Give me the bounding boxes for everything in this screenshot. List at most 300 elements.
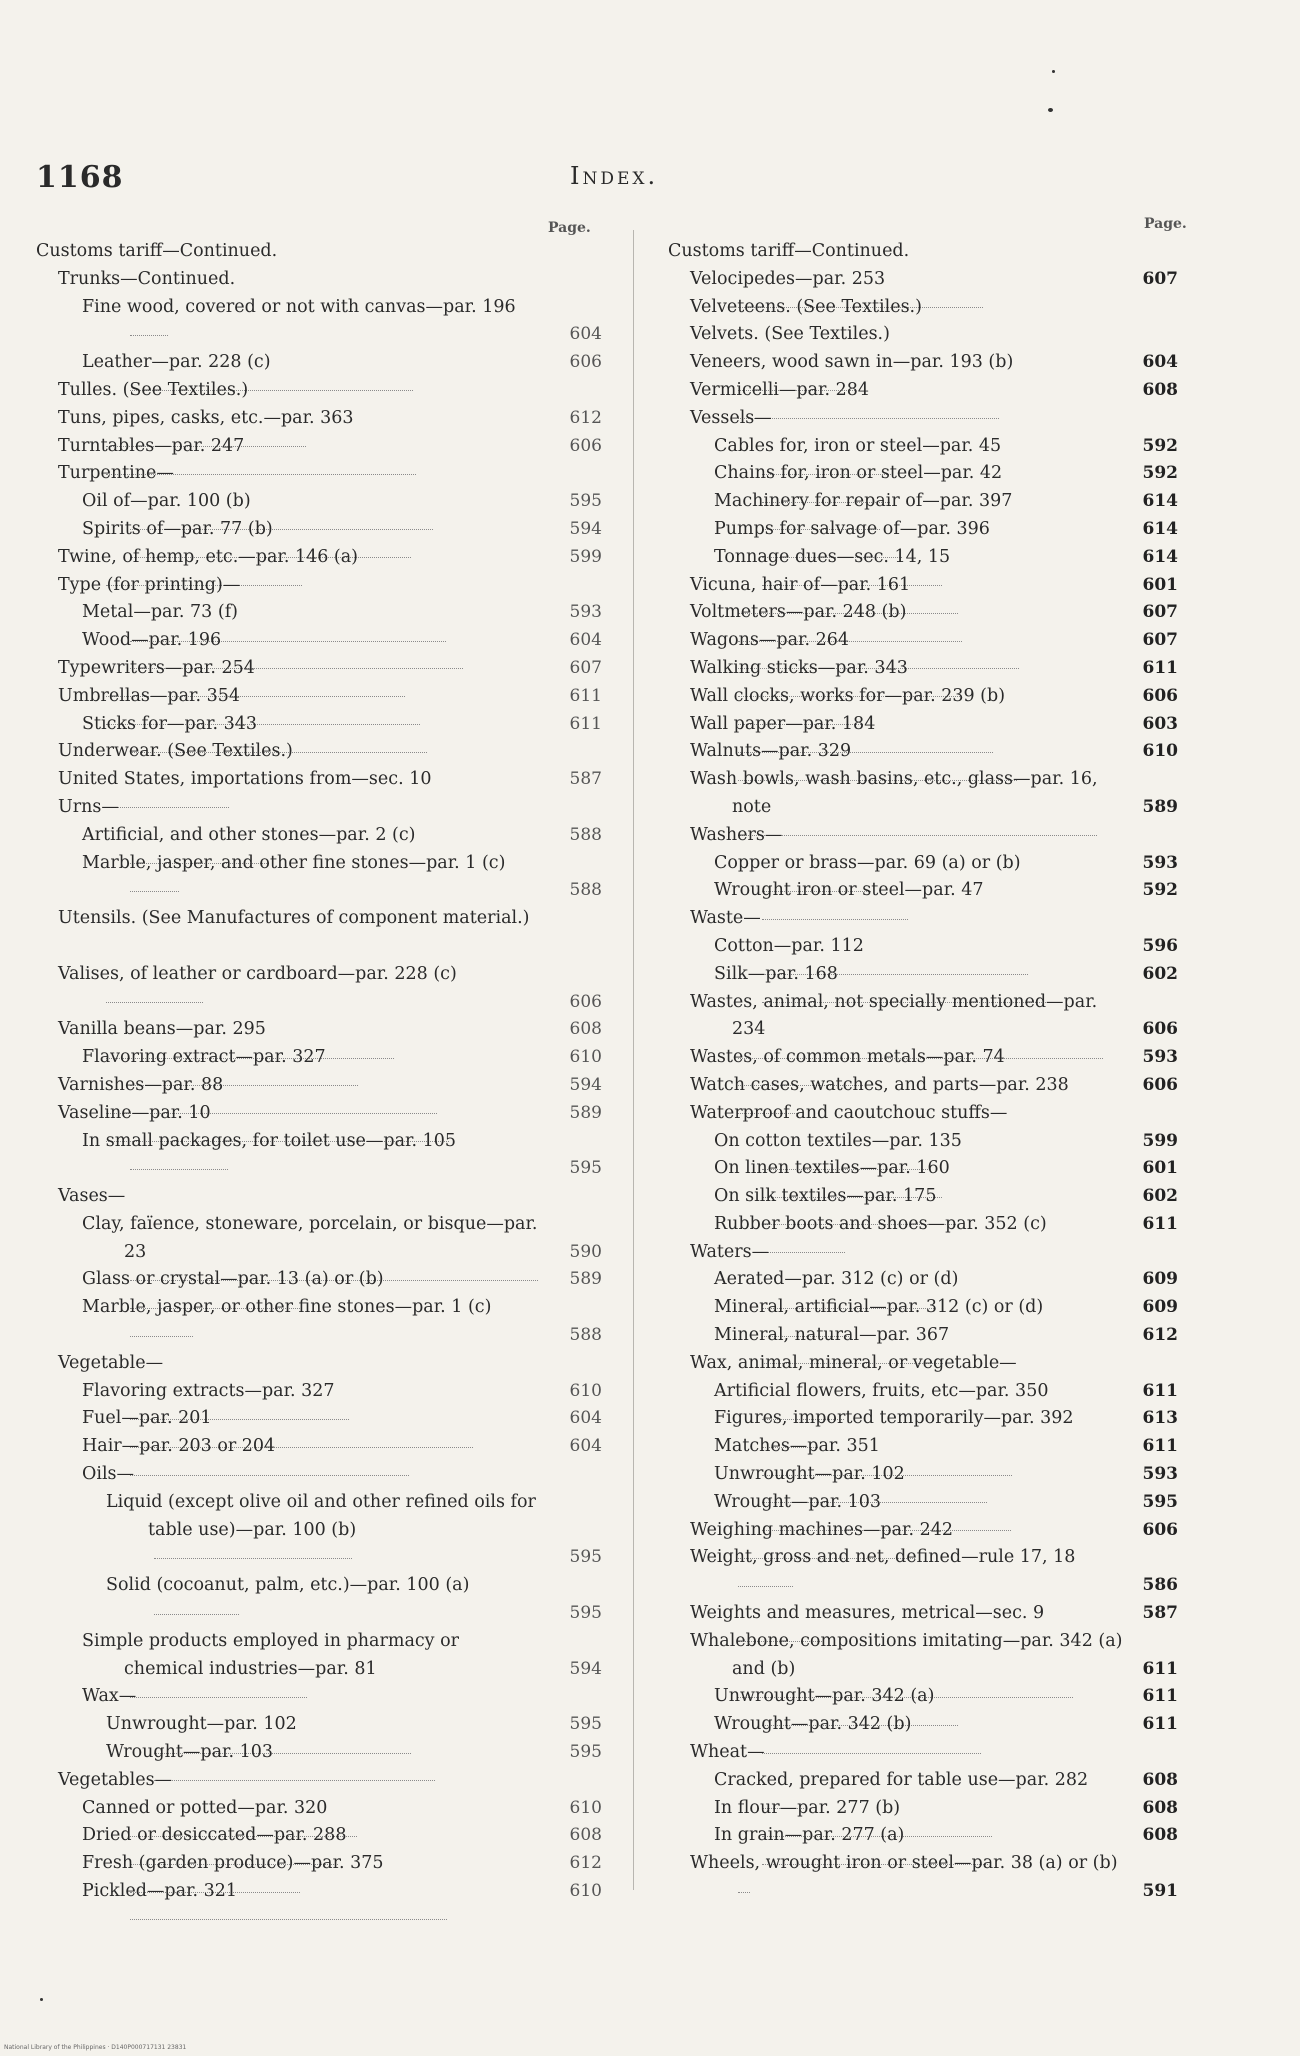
leader-dots	[130, 1335, 193, 1337]
entry-text: On silk textiles—par. 175	[714, 1186, 937, 1207]
entry-text: Oils—	[82, 1464, 135, 1485]
index-entry	[36, 1489, 602, 1572]
index-entry	[36, 1128, 602, 1184]
entry-text: Watch cases, watches, and parts—par. 238	[690, 1074, 1069, 1095]
entry-text: On linen textiles—par. 160	[714, 1158, 950, 1179]
index-entry	[36, 711, 602, 739]
entry-text: United States, importations from—sec. 10	[58, 769, 432, 790]
index-entry	[36, 1100, 602, 1128]
entry-text: Tulles. (See Textiles.)	[58, 379, 249, 400]
entry-text: Customs tariff—Continued.	[36, 241, 278, 261]
entry-text: Wastes, animal, not specially mentioned—par. 234	[690, 991, 1098, 1040]
index-entry	[36, 1044, 602, 1072]
entry-page-number: 611	[569, 685, 602, 706]
entry-page-number: 593	[1142, 1047, 1178, 1068]
entry-page-number: 606	[569, 435, 602, 456]
entry-page-number: 587	[1142, 1603, 1178, 1624]
index-entry	[668, 1211, 1178, 1239]
entry-page-number: 610	[569, 1881, 602, 1902]
entry-text: Marble, jasper, and other fine stones—par. 1 (c)	[82, 852, 506, 873]
running-head: Index.	[570, 162, 659, 190]
entry-page-number: 594	[569, 1074, 602, 1095]
entry-page-number: 610	[569, 1047, 602, 1068]
index-entry	[36, 488, 602, 516]
entry-page-number: 602	[1142, 1186, 1178, 1207]
index-entry	[36, 1572, 602, 1628]
left-index-column	[36, 238, 602, 1906]
index-entry	[36, 655, 602, 683]
index-entry	[36, 794, 602, 822]
entry-text: Mineral, natural—par. 367	[714, 1325, 950, 1346]
entry-text: Vegetables—	[58, 1769, 173, 1790]
entry-page-number: 607	[1142, 268, 1178, 289]
index-entry	[668, 1405, 1178, 1433]
entry-text: Utensils. (See Manufactures of component material.)	[58, 908, 530, 929]
entry-page-number: 595	[1142, 1491, 1178, 1512]
index-entry	[36, 1433, 602, 1461]
entry-page-number: 612	[569, 1853, 602, 1874]
index-entry	[668, 1461, 1178, 1489]
entry-text: Walking sticks—par. 343	[690, 657, 908, 678]
entry-text: Leather—par. 228 (c)	[82, 352, 271, 373]
index-entry	[668, 1517, 1178, 1545]
entry-text: Tuns, pipes, casks, etc.—par. 363	[58, 407, 354, 428]
entry-text: Metal—par. 73 (f)	[82, 602, 239, 623]
index-entry	[36, 1628, 602, 1684]
index-entry	[668, 1489, 1178, 1517]
index-entry	[36, 1461, 602, 1489]
entry-page-number: 594	[569, 518, 602, 539]
entry-page-number: 604	[569, 630, 602, 651]
leader-dots	[130, 334, 168, 336]
entry-text: Vicuna, hair of—par. 161	[690, 574, 911, 595]
index-entry	[36, 1294, 602, 1350]
entry-text: Waterproof and caoutchouc stuffs—	[690, 1102, 1008, 1123]
entry-page-number: 611	[1142, 1686, 1178, 1707]
index-entry	[668, 349, 1178, 377]
index-entry	[668, 1433, 1178, 1461]
entry-text: On cotton textiles—par. 135	[714, 1130, 962, 1151]
index-entry	[668, 738, 1178, 766]
entry-text: Waste—	[690, 908, 761, 929]
entry-page-number: 612	[1142, 1325, 1178, 1346]
index-entry	[668, 683, 1178, 711]
entry-page-number: 594	[569, 1658, 602, 1679]
entry-page-number: 588	[569, 1325, 602, 1346]
entry-text: Mineral, artificial—par. 312 (c) or (d)	[714, 1297, 1044, 1318]
entry-text: Aerated—par. 312 (c) or (d)	[714, 1269, 959, 1290]
entry-page-number: 608	[1142, 1769, 1178, 1790]
index-entry	[668, 1322, 1178, 1350]
index-entry	[36, 294, 602, 350]
entry-text: Wrought—par. 103	[714, 1491, 881, 1512]
entry-page-number: 612	[569, 407, 602, 428]
entry-text: Veneers, wood sawn in—par. 193 (b)	[690, 352, 1014, 373]
index-entry	[668, 655, 1178, 683]
index-entry	[36, 1350, 602, 1378]
left-page-label: Page.	[548, 220, 591, 236]
scan-speck	[40, 1998, 43, 2001]
entry-page-number: 592	[1142, 435, 1178, 456]
entry-page-number: 613	[1142, 1408, 1178, 1429]
entry-text: Unwrought—par. 102	[714, 1464, 905, 1485]
index-entry	[36, 850, 602, 906]
entry-page-number: 587	[569, 769, 602, 790]
entry-page-number: 595	[569, 1742, 602, 1763]
entry-page-number: 589	[569, 1102, 602, 1123]
entry-text: Silk—par. 168	[714, 963, 838, 984]
entry-text: Whalebone, compositions imitating—par. 342 (a) and (b)	[690, 1630, 1123, 1679]
entry-text: Wax—	[82, 1686, 137, 1707]
right-index-column	[668, 238, 1178, 1906]
entry-text: Copper or brass—par. 69 (a) or (b)	[714, 852, 1021, 873]
leader-dots	[154, 1613, 239, 1615]
entry-text: Vases—	[58, 1186, 126, 1207]
index-entry	[668, 627, 1178, 655]
entry-page-number: 606	[1142, 1019, 1178, 1040]
index-entry	[668, 238, 1178, 266]
index-entry	[36, 1850, 602, 1878]
index-entry	[668, 1128, 1178, 1156]
entry-page-number: 611	[1142, 1380, 1178, 1401]
entry-text: Tonnage dues—sec. 14, 15	[714, 546, 951, 567]
entry-text: Flavoring extract—par. 327	[82, 1047, 326, 1068]
index-entry	[36, 349, 602, 377]
entry-page-number: 593	[1142, 1464, 1178, 1485]
entry-page-number: 606	[1142, 1074, 1178, 1095]
entry-text: Figures, imported temporarily—par. 392	[714, 1408, 1074, 1429]
entry-page-number: 595	[569, 1603, 602, 1624]
entry-text: Type (for printing)—	[58, 574, 241, 595]
index-entry	[36, 1405, 602, 1433]
index-entry	[36, 266, 602, 294]
entry-page-number: 603	[1142, 713, 1178, 734]
entry-text: Customs tariff—Continued.	[668, 241, 910, 261]
index-entry	[668, 933, 1178, 961]
entry-text: In flour—par. 277 (b)	[714, 1797, 901, 1818]
entry-text: Turpentine—	[58, 463, 174, 484]
index-entry	[668, 516, 1178, 544]
index-entry	[668, 1850, 1178, 1906]
entry-text: Vanilla beans—par. 295	[58, 1019, 266, 1040]
index-entry	[668, 405, 1178, 433]
scan-speck	[1052, 70, 1055, 73]
index-entry	[668, 1628, 1178, 1684]
entry-text: Wrought—par. 342 (b)	[714, 1714, 912, 1735]
entry-page-number: 608	[569, 1825, 602, 1846]
entry-text: Marble, jasper, or other fine stones—par. 1 (c)	[82, 1297, 492, 1318]
entry-text: Weight, gross and net, defined—rule 17, 18	[690, 1547, 1076, 1568]
entry-page-number: 593	[1142, 852, 1178, 873]
entry-page-number: 606	[569, 352, 602, 373]
entry-page-number: 589	[1142, 796, 1178, 817]
entry-page-number: 611	[569, 713, 602, 734]
entry-text: Cotton—par. 112	[714, 935, 864, 956]
entry-page-number: 610	[569, 1380, 602, 1401]
index-entry	[668, 905, 1178, 933]
entry-text: Urns—	[58, 796, 119, 817]
index-entry	[668, 460, 1178, 488]
entry-text: Glass or crystal—par. 13 (a) or (b)	[82, 1269, 384, 1290]
entry-page-number: 586	[1142, 1575, 1178, 1596]
index-entry	[668, 1767, 1178, 1795]
entry-text: Machinery for repair of—par. 397	[714, 491, 1013, 512]
entry-page-number: 595	[569, 1714, 602, 1735]
index-entry	[36, 1767, 602, 1795]
entry-text: Wrought iron or steel—par. 47	[714, 880, 984, 901]
entry-page-number: 604	[569, 324, 602, 345]
entry-text: Spirits of—par. 77 (b)	[82, 518, 273, 539]
index-entry	[36, 377, 602, 405]
entry-text: Wash bowls, wash basins, etc., glass—par. 16, note	[690, 769, 1098, 817]
entry-page-number: 588	[569, 880, 602, 901]
index-entry	[36, 905, 602, 961]
index-entry	[668, 1711, 1178, 1739]
index-entry	[668, 1044, 1178, 1072]
index-entry	[668, 544, 1178, 572]
index-entry	[668, 1739, 1178, 1767]
index-entry	[36, 1266, 602, 1294]
entry-text: Unwrought—par. 342 (a)	[714, 1686, 935, 1707]
entry-text: Sticks for—par. 343	[82, 713, 258, 734]
index-entry	[36, 1211, 602, 1267]
entry-page-number: 606	[1142, 685, 1178, 706]
column-divider	[633, 230, 634, 1890]
entry-text: Wall clocks, works for—par. 239 (b)	[690, 685, 1006, 706]
index-entry	[36, 544, 602, 572]
entry-text: Waters—	[690, 1241, 770, 1262]
index-entry	[36, 1072, 602, 1100]
entry-text: Dried or desiccated—par. 288	[82, 1825, 347, 1846]
entry-page-number: 591	[1142, 1881, 1178, 1902]
entry-page-number: 608	[569, 1019, 602, 1040]
leader-dots	[106, 1001, 203, 1003]
entry-text: Oil of—par. 100 (b)	[82, 491, 251, 512]
entry-text: Trunks—Continued.	[58, 268, 236, 289]
entry-text: Wood—par. 196	[82, 630, 222, 651]
index-entry	[668, 850, 1178, 878]
entry-page-number: 611	[1142, 657, 1178, 678]
entry-text: Velvets. (See Textiles.)	[690, 324, 890, 345]
index-entry	[668, 599, 1178, 627]
index-entry	[36, 627, 602, 655]
entry-text: Cables for, iron or steel—par. 45	[714, 435, 1002, 456]
entry-page-number: 589	[569, 1269, 602, 1290]
entry-text: Fine wood, covered or not with canvas—par. 196	[82, 296, 516, 317]
entry-page-number: 608	[1142, 1797, 1178, 1818]
scan-credit: National Library of the Philippines · D140P000717131 23831	[4, 2044, 187, 2051]
index-entry	[668, 711, 1178, 739]
index-entry	[668, 321, 1178, 349]
entry-page-number: 599	[569, 546, 602, 567]
entry-text: Washers—	[690, 824, 783, 845]
index-entry	[668, 1544, 1178, 1600]
entry-text: In small packages, for toilet use—par. 105	[82, 1130, 457, 1151]
entry-page-number: 614	[1142, 491, 1178, 512]
entry-page-number: 604	[569, 1408, 602, 1429]
entry-page-number: 596	[1142, 935, 1178, 956]
entry-page-number: 608	[1142, 379, 1178, 400]
entry-text: Matches—par. 351	[714, 1436, 880, 1457]
entry-text: Vermicelli—par. 284	[690, 379, 869, 400]
entry-text: Wastes, of common metals—par. 74	[690, 1047, 1005, 1068]
leader-dots	[738, 1891, 750, 1893]
entry-page-number: 604	[1142, 352, 1178, 373]
entry-text: Unwrought—par. 102	[106, 1714, 297, 1735]
entry-text: Underwear. (See Textiles.)	[58, 741, 293, 762]
index-entry	[36, 433, 602, 461]
index-entry	[668, 1683, 1178, 1711]
entry-text: Umbrellas—par. 354	[58, 685, 240, 706]
index-entry	[36, 1878, 602, 1906]
index-entry	[668, 822, 1178, 850]
entry-text: Velveteens. (See Textiles.)	[690, 296, 922, 317]
index-entry	[668, 1795, 1178, 1823]
entry-text: Pumps for salvage of—par. 396	[714, 518, 990, 539]
entry-page-number: 588	[569, 824, 602, 845]
index-entry	[36, 1739, 602, 1767]
scan-speck	[1048, 108, 1053, 112]
entry-page-number: 599	[1142, 1130, 1178, 1151]
index-entry	[36, 1711, 602, 1739]
entry-page-number: 592	[1142, 880, 1178, 901]
index-entry	[36, 1822, 602, 1850]
page-number: 1168	[36, 160, 124, 195]
index-entry	[668, 1378, 1178, 1406]
index-entry	[36, 405, 602, 433]
entry-text: Weights and measures, metrical—sec. 9	[690, 1603, 1045, 1624]
entry-page-number: 595	[569, 491, 602, 512]
index-entry	[668, 266, 1178, 294]
entry-page-number: 592	[1142, 463, 1178, 484]
entry-text: Turntables—par. 247	[58, 435, 245, 456]
entry-page-number: 607	[1142, 630, 1178, 651]
index-entry	[36, 572, 602, 600]
entry-text: In grain—par. 277 (a)	[714, 1825, 905, 1846]
entry-text: Twine, of hemp, etc.—par. 146 (a)	[58, 546, 359, 567]
index-entry	[668, 1155, 1178, 1183]
index-entry	[36, 599, 602, 627]
leader-dots	[130, 1918, 447, 1920]
index-entry	[36, 822, 602, 850]
entry-page-number: 614	[1142, 546, 1178, 567]
entry-page-number: 595	[569, 1158, 602, 1179]
entry-text: Pickled—par. 321	[82, 1881, 238, 1902]
entry-page-number: 601	[1142, 574, 1178, 595]
entry-text: Liquid (except olive oil and other refined oils for table use)—par. 100 (b)	[106, 1491, 536, 1540]
right-page-label: Page.	[1144, 216, 1187, 232]
index-entry	[36, 460, 602, 488]
entry-page-number: 609	[1142, 1269, 1178, 1290]
entry-page-number: 590	[569, 1241, 602, 1262]
entry-text: Wall paper—par. 184	[690, 713, 876, 734]
entry-page-number: 611	[1142, 1658, 1178, 1679]
entry-text: Vessels—	[690, 407, 772, 428]
index-entry	[668, 1239, 1178, 1267]
entry-text: Hair—par. 203 or 204	[82, 1436, 276, 1457]
index-entry	[36, 766, 602, 794]
index-entry	[668, 1072, 1178, 1100]
index-entry	[36, 961, 602, 1017]
entry-page-number: 610	[1142, 741, 1178, 762]
entry-text: Wagons—par. 264	[690, 630, 849, 651]
entry-text: Cracked, prepared for table use—par. 282	[714, 1769, 1089, 1790]
entry-text: Rubber boots and shoes—par. 352 (c)	[714, 1213, 1047, 1234]
entry-text: Weighing machines—par. 242	[690, 1519, 954, 1540]
leader-dots	[130, 1168, 228, 1170]
entry-text: Canned or potted—par. 320	[82, 1797, 328, 1818]
entry-text: Vegetable—	[58, 1352, 164, 1373]
entry-text: Artificial, and other stones—par. 2 (c)	[82, 824, 416, 845]
entry-page-number: 601	[1142, 1158, 1178, 1179]
index-entry	[668, 877, 1178, 905]
entry-text: Fuel—par. 201	[82, 1408, 212, 1429]
index-entry	[36, 738, 602, 766]
entry-page-number: 607	[1142, 602, 1178, 623]
index-entry	[668, 1600, 1178, 1628]
entry-text: Artificial flowers, fruits, etc—par. 350	[714, 1380, 1049, 1401]
leader-dots	[154, 1557, 352, 1559]
index-entry	[668, 1266, 1178, 1294]
leader-dots	[130, 890, 179, 892]
entry-text: Voltmeters—par. 248 (b)	[690, 602, 907, 623]
entry-text: Valises, of leather or cardboard—par. 228 (c)	[58, 963, 457, 984]
entry-text: Wax, animal, mineral, or vegetable—	[690, 1352, 1017, 1373]
entry-page-number: 611	[1142, 1213, 1178, 1234]
entry-page-number: 611	[1142, 1714, 1178, 1735]
entry-page-number: 602	[1142, 963, 1178, 984]
entry-page-number: 595	[569, 1547, 602, 1568]
index-entry	[36, 1183, 602, 1211]
index-entry	[668, 488, 1178, 516]
entry-text: Wheels, wrought iron or steel—par. 38 (a) or (b)	[690, 1853, 1118, 1874]
entry-text: Fresh (garden produce)—par. 375	[82, 1853, 384, 1874]
entry-text: Chains for, iron or steel—par. 42	[714, 463, 1003, 484]
index-entry	[668, 433, 1178, 461]
entry-text: Flavoring extracts—par. 327	[82, 1380, 335, 1401]
entry-text: Clay, faïence, stoneware, porcelain, or bisque—par. 23	[82, 1213, 538, 1262]
index-entry	[668, 989, 1178, 1045]
index-entry	[36, 516, 602, 544]
entry-text: Typewriters—par. 254	[58, 657, 255, 678]
entry-page-number: 607	[569, 657, 602, 678]
index-entry	[668, 1183, 1178, 1211]
leader-dots	[738, 1585, 793, 1587]
entry-text: Wheat—	[690, 1742, 765, 1763]
entry-page-number: 614	[1142, 518, 1178, 539]
index-entry	[668, 1350, 1178, 1378]
index-entry	[668, 766, 1178, 822]
entry-page-number: 604	[569, 1436, 602, 1457]
entry-page-number: 593	[569, 602, 602, 623]
index-entry	[668, 1294, 1178, 1322]
entry-page-number: 606	[1142, 1519, 1178, 1540]
entry-page-number: 606	[569, 991, 602, 1012]
entry-page-number: 608	[1142, 1825, 1178, 1846]
entry-text: Varnishes—par. 88	[58, 1074, 224, 1095]
entry-page-number: 610	[569, 1797, 602, 1818]
entry-text: Walnuts—par. 329	[690, 741, 852, 762]
index-entry	[668, 294, 1178, 322]
entry-text: Vaseline—par. 10	[58, 1102, 211, 1123]
entry-text: Solid (cocoanut, palm, etc.)—par. 100 (a)	[106, 1575, 470, 1596]
index-entry	[668, 961, 1178, 989]
entry-page-number: 609	[1142, 1297, 1178, 1318]
entry-page-number: 611	[1142, 1436, 1178, 1457]
index-entry	[36, 683, 602, 711]
index-entry	[668, 1822, 1178, 1850]
entry-text: Simple products employed in pharmacy or chemical industries—par. 81	[82, 1630, 460, 1679]
